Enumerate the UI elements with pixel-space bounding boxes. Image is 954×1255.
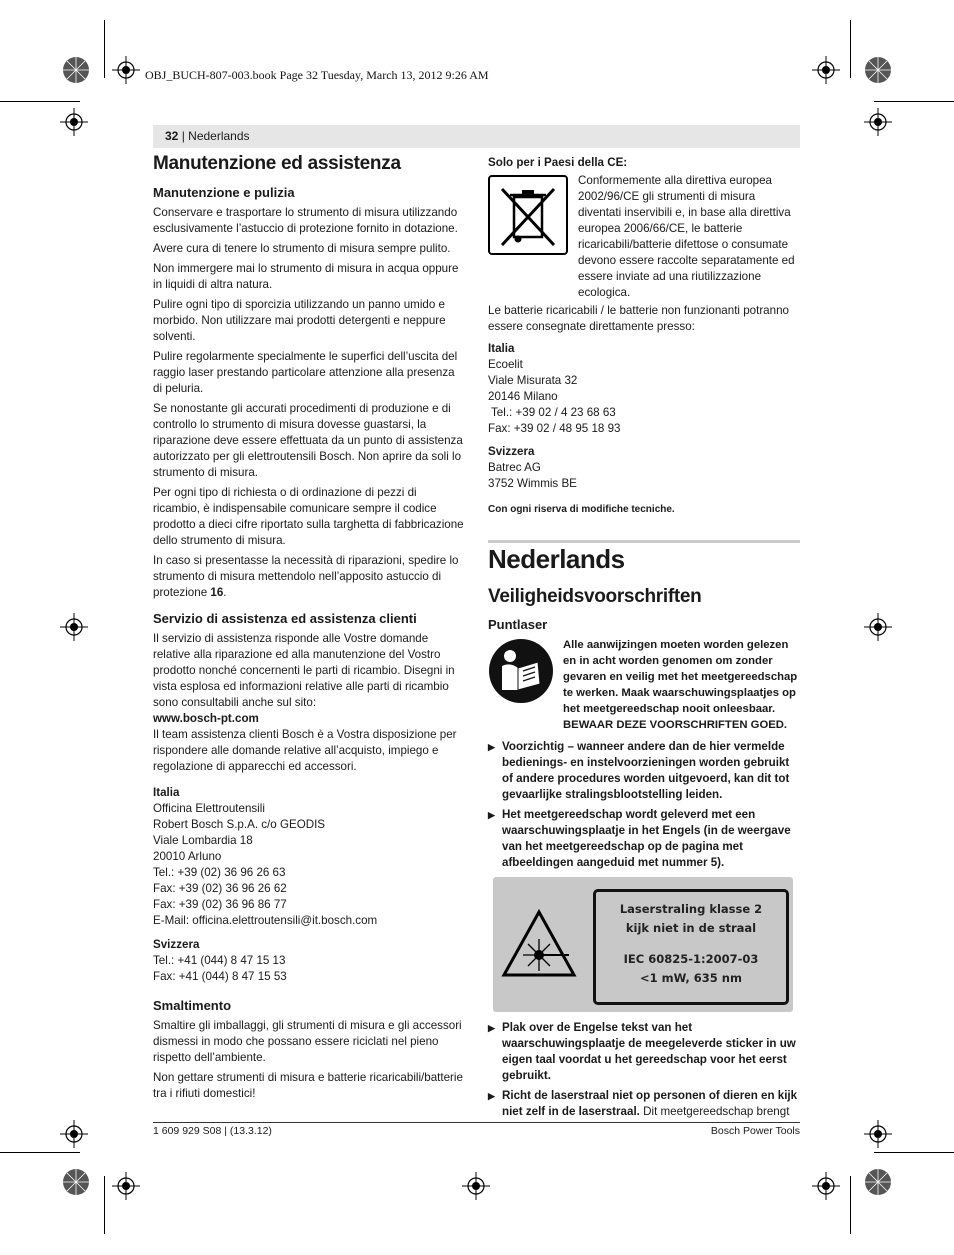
label-line: IEC 60825-1:2007-03	[623, 952, 759, 966]
bullet-arrow-icon: ▶	[488, 1091, 495, 1101]
separator: |	[178, 129, 189, 143]
email-line: E-Mail: officina.elettroutensili@it.bosch.com	[153, 914, 378, 927]
bullet-item	[488, 1088, 800, 1120]
paragraph: Pulire regolarmente specialmente le superfici dell’uscita del raggio laser prestando particolare attenzione alla presenza di peluria.	[153, 350, 458, 395]
paragraph-text: .	[223, 586, 227, 599]
read-manual-icon	[488, 638, 554, 704]
crosshair-icon	[812, 1172, 840, 1200]
crosshair-icon	[462, 1172, 490, 1200]
left-column	[153, 153, 465, 1106]
phone-line: Tel.: +39 02 / 4 23 68 63	[488, 406, 616, 419]
ce-label: Solo per i Paesi della CE:	[488, 156, 628, 169]
language-title: Nederlands	[488, 544, 625, 574]
paragraph: Smaltire gli imballaggi, gli strumenti di misura e gli accessori dismessi in modo che possano essere riciclati nel pieno rispetto dell’ambiente.	[153, 1019, 462, 1064]
country-label: Svizzera	[153, 938, 200, 951]
address-line: Robert Bosch S.p.A. c/o GEODIS	[153, 818, 326, 831]
paragraph: Non gettare strumenti di misura e batterie ricaricabili/batterie tra i rifiuti domestici!	[153, 1071, 463, 1100]
crosshair-icon	[812, 56, 840, 84]
weee-bin-icon	[488, 175, 568, 255]
crop-mark	[104, 1176, 105, 1234]
website-link[interactable]: www.bosch-pt.com	[153, 712, 259, 725]
phone-line: Tel.: +41 (044) 8 47 15 13	[153, 954, 286, 967]
registration-target-icon	[864, 1168, 892, 1196]
bullet-arrow-icon: ▶	[488, 1023, 495, 1033]
footer-part-number: 1 609 929 S08 | (13.3.12)	[153, 1125, 272, 1137]
bullet-text: Plak over de Engelse tekst van het waarschuwingsplaatje de meegeleverde sticker in uw eigen taal voordat u het gereedschap voor het eerst gebruikt.	[502, 1021, 796, 1082]
bullet-arrow-icon: ▶	[488, 810, 495, 820]
footer-brand: Bosch Power Tools	[710, 1125, 800, 1137]
crosshair-icon	[864, 613, 892, 641]
address-line: Officina Elettroutensili	[153, 802, 265, 815]
crop-mark	[0, 1152, 80, 1153]
address-line: 3752 Wimmis BE	[488, 477, 577, 490]
address-line: 20146 Milano	[488, 390, 558, 403]
registration-target-icon	[62, 1168, 90, 1196]
paragraph: Il team assistenza clienti Bosch è a Vostra disposizione per rispondere alle domande relative all’acquisto, impiego e regolazione di apparecchi ed accessori.	[153, 728, 457, 773]
country-label: Svizzera	[488, 445, 535, 458]
right-column	[488, 155, 800, 518]
bullet-text: Het meetgereedschap wordt geleverd met een waarschuwingsplaatje in het Engels (in de weergave van het meetgereedschap op de pagina met afbeeldingen aangeduid met nummer 5).	[502, 808, 791, 869]
label-line: <1 mW, 635 nm	[640, 971, 742, 985]
subsection-title: Manutenzione e pulizia	[153, 185, 295, 200]
page-number: 32	[165, 129, 179, 143]
reserve-note: Con ogni riserva di modifiche tecniche.	[488, 504, 675, 515]
registration-target-icon	[62, 56, 90, 84]
header-language: Nederlands	[188, 129, 250, 143]
bullet-item	[488, 1020, 800, 1084]
book-info: OBJ_BUCH-807-003.book Page 32 Tuesday, March 13, 2012 9:26 AM	[145, 68, 489, 82]
crosshair-icon	[864, 1120, 892, 1148]
crop-mark	[850, 20, 851, 78]
bullet-arrow-icon: ▶	[488, 742, 495, 752]
crop-mark	[874, 101, 954, 102]
bullet-text-continued: Dit meetgereedschap brengt	[639, 1105, 790, 1118]
section-title: Veiligheidsvoorschriften	[488, 586, 702, 607]
paragraph	[153, 553, 465, 601]
crosshair-icon	[60, 1120, 88, 1148]
warning-label-illustration	[493, 877, 793, 1012]
paragraph-text: In caso si presentasse la necessità di riparazioni, spedire lo strumento di misura mettendolo nell’apposito astuccio di protezione	[153, 554, 459, 599]
country-label: Italia	[153, 786, 180, 799]
crop-mark	[0, 101, 80, 102]
bullet-item	[488, 739, 800, 803]
crop-mark	[874, 1152, 954, 1153]
address-line: Viale Lombardia 18	[153, 834, 253, 847]
fax-line: Fax: +41 (044) 8 47 15 53	[153, 970, 287, 983]
bullet-text: Voorzichtig – wanneer andere dan de hier vermelde bedienings- en instelvoorzieningen worden gebruikt of andere procedures worden uitgevoerd, kan dit tot gevaarlijke stralingsblootstelling leiden.	[502, 740, 790, 801]
paragraph: Se nonostante gli accurati procedimenti di produzione e di controllo lo strumento di misura dovesse guastarsi, la riparazione deve essere effettuata da un punto di assistenza autorizzato per gli elettroutensili Bosch. Non aprire da soli lo strumento di misura.	[153, 402, 463, 479]
address-line: Ecoelit	[488, 358, 523, 371]
section-title: Manutenzione ed assistenza	[153, 153, 401, 174]
fax-line: Fax: +39 02 / 48 95 18 93	[488, 422, 621, 435]
section-divider	[488, 540, 800, 543]
address-line: Batrec AG	[488, 461, 541, 474]
bullet-text: Richt de laserstraal niet op personen of dieren en kijk niet zelf in de laserstraal.	[502, 1089, 798, 1118]
paragraph: Pulire ogni tipo di sporcizia utilizzando un panno umido e morbido. Non utilizzare mai prodotti detergenti e neppure solventi.	[153, 298, 446, 343]
address-line: Viale Misurata 32	[488, 374, 578, 387]
subsection-title: Puntlaser	[488, 617, 548, 632]
paragraph: Avere cura di tenere lo strumento di misura sempre pulito.	[153, 242, 451, 255]
paragraph: Non immergere mai lo strumento di misura in acqua oppure in liquidi di altra natura.	[153, 262, 459, 291]
page-header	[153, 125, 800, 148]
bullet-item	[488, 807, 800, 871]
label-line: Laserstraling klasse 2	[619, 902, 763, 916]
paragraph: Il servizio di assistenza risponde alle Vostre domande relative alla riparazione ed alla manutenzione del Vostro prodotto nonché concernenti le parti di ricambio. Disegni in vista esplosa ed informazioni relative alle parti di ricambio sono consultabili anche sul sito:	[153, 632, 455, 709]
dutch-section	[488, 544, 800, 1124]
laser-warning-triangle-icon	[501, 909, 577, 979]
paragraph: Conservare e trasportare lo strumento di misura utilizzando esclusivamente l’astuccio di protezione fornito in dotazione.	[153, 206, 458, 235]
safety-warning: Alle aanwijzingen moeten worden gelezen en in acht worden genomen om zonder gevaren en veilig met het meetgereedschap te werken. Maak waarschuwingsplaatjes op het meetgereedschap nooit onleesbaar. BEWAAR DEZE VOORSCHRIFTEN GOED.	[563, 639, 798, 731]
subsection-title: Servizio di assistenza ed assistenza clienti	[153, 611, 417, 626]
crop-mark	[850, 1176, 851, 1234]
subsection-title: Smaltimento	[153, 998, 232, 1013]
ce-text: Conformemente alla direttiva europea 2002/96/CE gli strumenti di misura diventati inservibili e, in base alla direttiva europea 2006/66/CE, le batterie ricaricabili/batterie difettose o consumate devono essere raccolte separatamente ed essere inviate ad una riutilizzazione ecologica.	[578, 174, 795, 299]
crosshair-icon	[864, 108, 892, 136]
phone-line: Tel.: +39 (02) 36 96 26 63	[153, 866, 286, 879]
crosshair-icon	[60, 108, 88, 136]
label-line: kijk niet in de straal	[625, 921, 757, 935]
fax-line: Fax: +39 (02) 36 96 86 77	[153, 898, 287, 911]
crosshair-icon	[60, 613, 88, 641]
paragraph: Le batterie ricaricabili / le batterie non funzionanti potranno essere consegnate direttamente presso:	[488, 304, 789, 333]
crosshair-icon	[112, 1172, 140, 1200]
crop-mark	[104, 20, 105, 78]
address-line: 20010 Arluno	[153, 850, 222, 863]
paragraph: Per ogni tipo di richiesta o di ordinazione di pezzi di ricambio, è indispensabile comunicare sempre il codice prodotto a dieci cifre riportato sulla targhetta di fabbricazione dello strumento di misura.	[153, 486, 464, 547]
crosshair-icon	[112, 56, 140, 84]
country-label: Italia	[488, 342, 515, 355]
item-reference: 16	[210, 586, 224, 599]
footer-rule	[153, 1122, 800, 1123]
registration-target-icon	[864, 56, 892, 84]
fax-line: Fax: +39 (02) 36 96 26 62	[153, 882, 287, 895]
